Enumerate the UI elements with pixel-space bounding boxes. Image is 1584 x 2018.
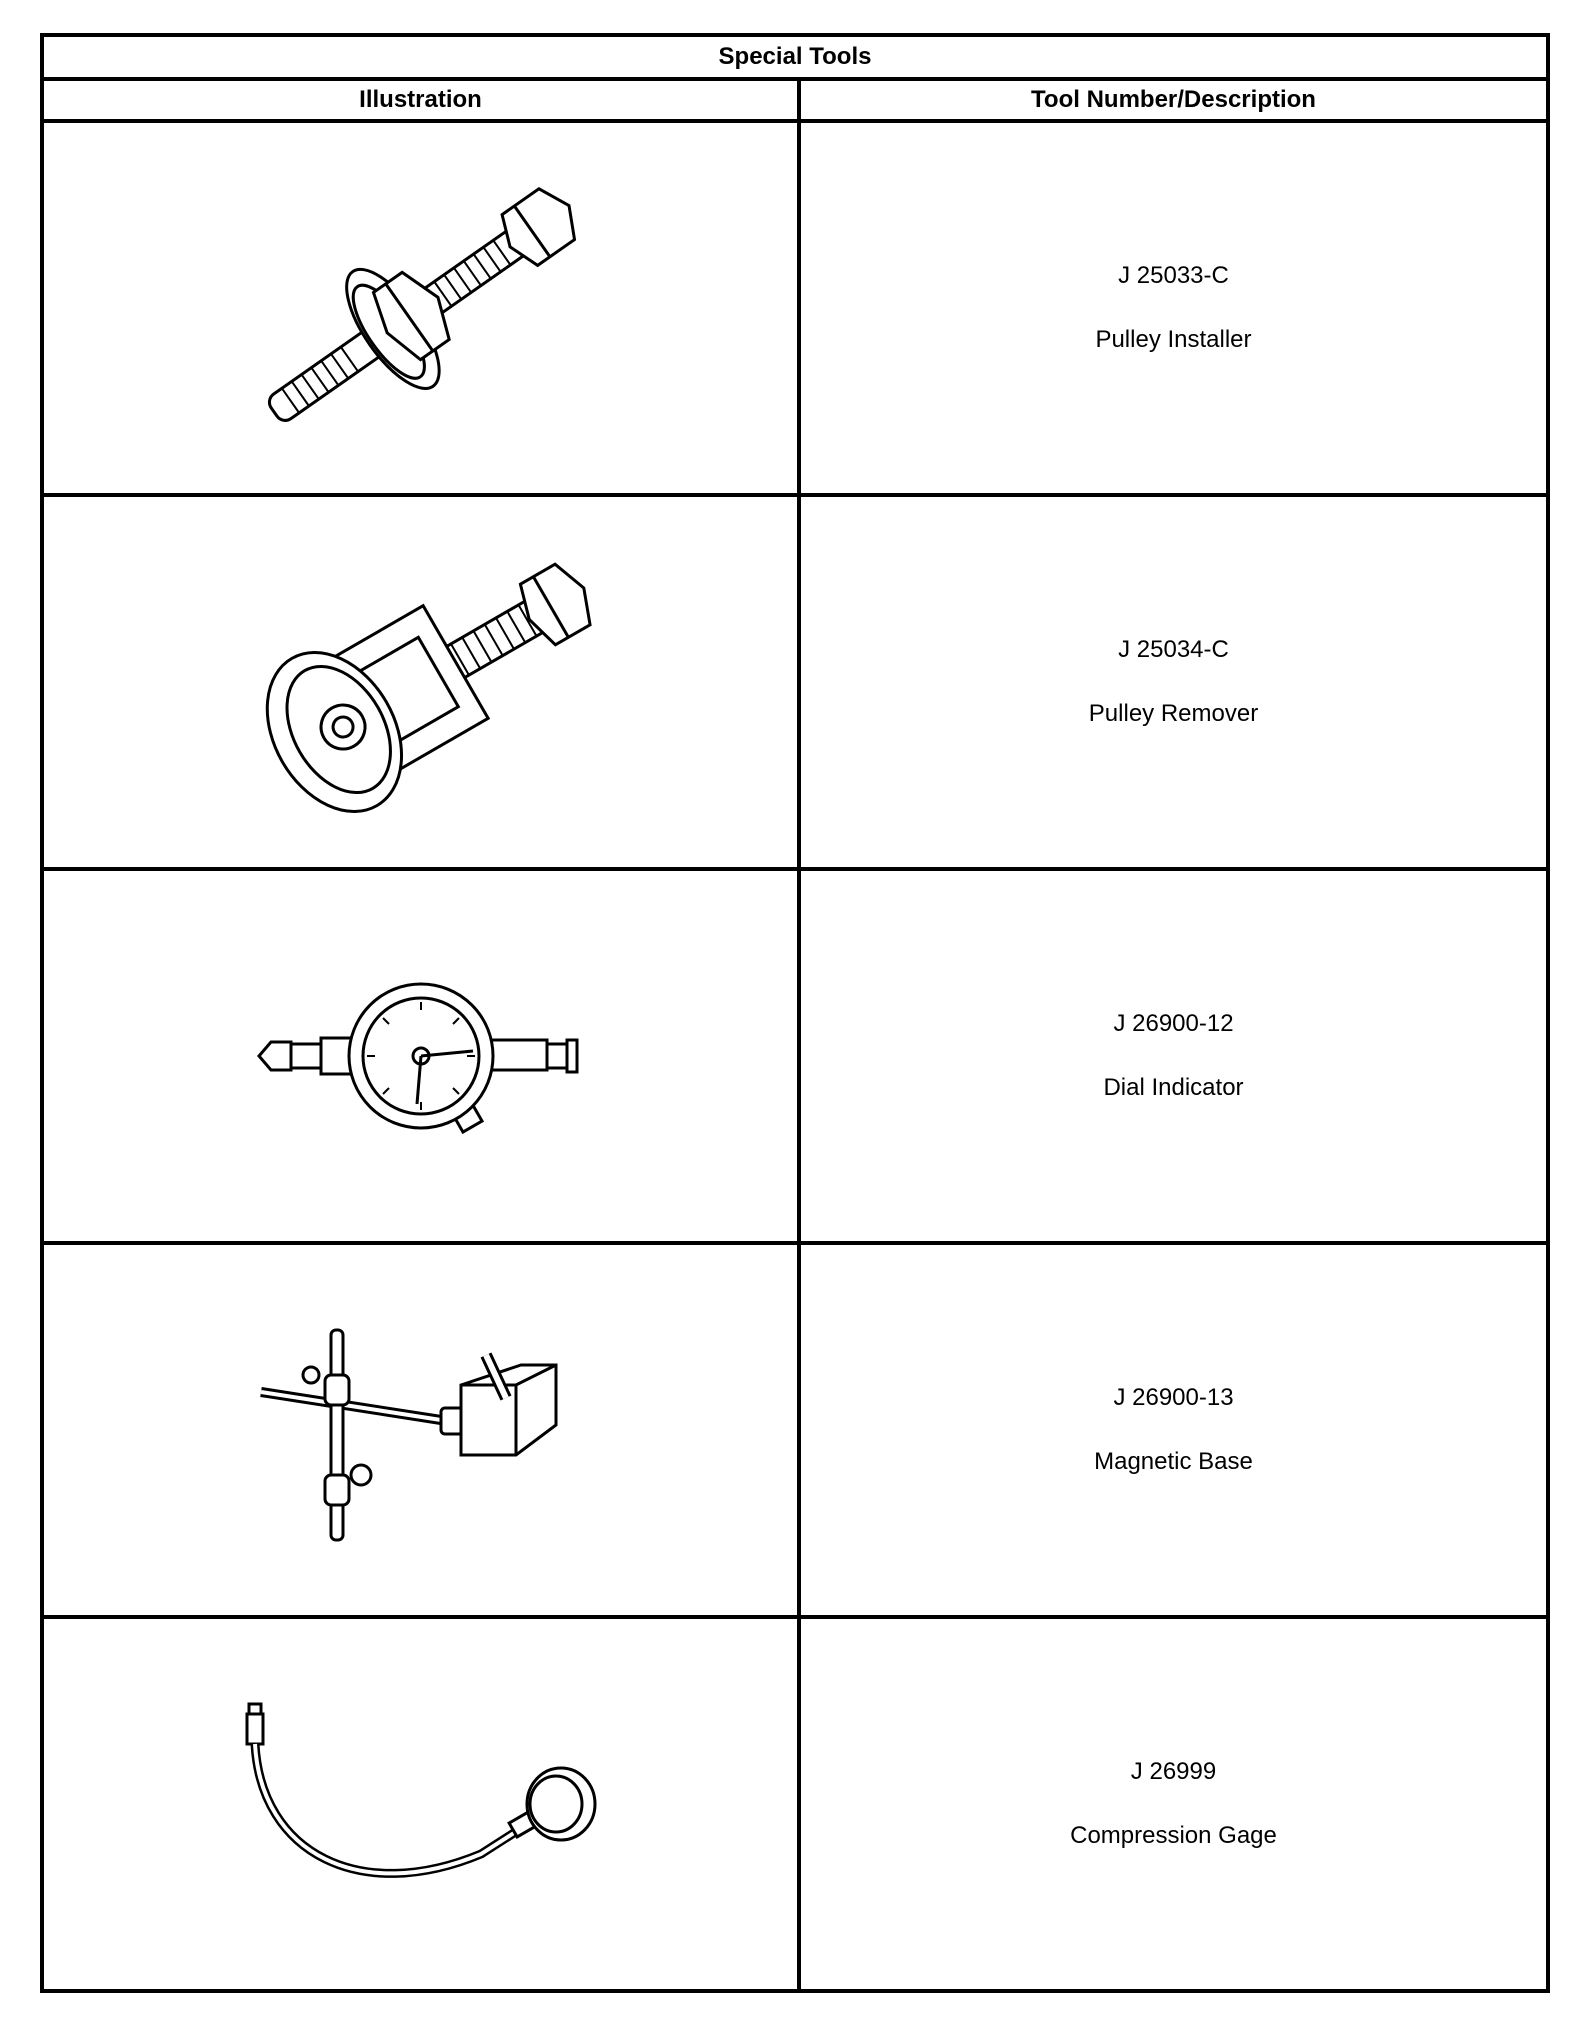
- tool-number: J 26999: [1130, 1758, 1217, 1785]
- tool-number: J 26900-12: [1113, 1010, 1234, 1037]
- dial-indicator-icon: [211, 906, 631, 1206]
- description-cell: [801, 1245, 1546, 1615]
- table-row: [44, 1245, 1546, 1619]
- illustration-cell: [44, 1619, 801, 1989]
- table-row: [44, 1619, 1546, 1989]
- illustration-cell: [44, 1245, 801, 1615]
- description-cell: [801, 497, 1546, 867]
- illustration-cell: [44, 497, 801, 867]
- header-description: Tool Number/Description: [1031, 86, 1316, 113]
- header-illustration: Illustration: [44, 81, 801, 119]
- illustration-cell: [44, 871, 801, 1241]
- tool-number: J 26900-13: [1113, 1384, 1234, 1411]
- description-cell: [801, 123, 1546, 493]
- tool-name: Pulley Installer: [1095, 326, 1252, 353]
- compression-gage-icon: [211, 1654, 631, 1954]
- pulley-installer-icon: [211, 158, 631, 458]
- tool-name: Compression Gage: [1070, 1822, 1277, 1849]
- header-row: [44, 81, 1546, 123]
- table-row: [44, 497, 1546, 871]
- magnetic-base-icon: [211, 1280, 631, 1580]
- tool-number: J 25033-C: [1118, 262, 1229, 289]
- tool-name: Pulley Remover: [1088, 700, 1259, 727]
- tool-number: J 25034-C: [1118, 636, 1229, 663]
- description-cell: [801, 1619, 1546, 1989]
- table-row: [44, 123, 1546, 497]
- table-row: [44, 871, 1546, 1245]
- pulley-remover-icon: [211, 532, 631, 832]
- table-title: Special Tools: [44, 37, 1546, 81]
- special-tools-table: [40, 33, 1550, 1993]
- tool-name: Magnetic Base: [1094, 1448, 1253, 1475]
- description-cell: [801, 871, 1546, 1241]
- illustration-cell: [44, 123, 801, 493]
- table-body: [44, 123, 1546, 1989]
- tool-name: Dial Indicator: [1103, 1074, 1244, 1101]
